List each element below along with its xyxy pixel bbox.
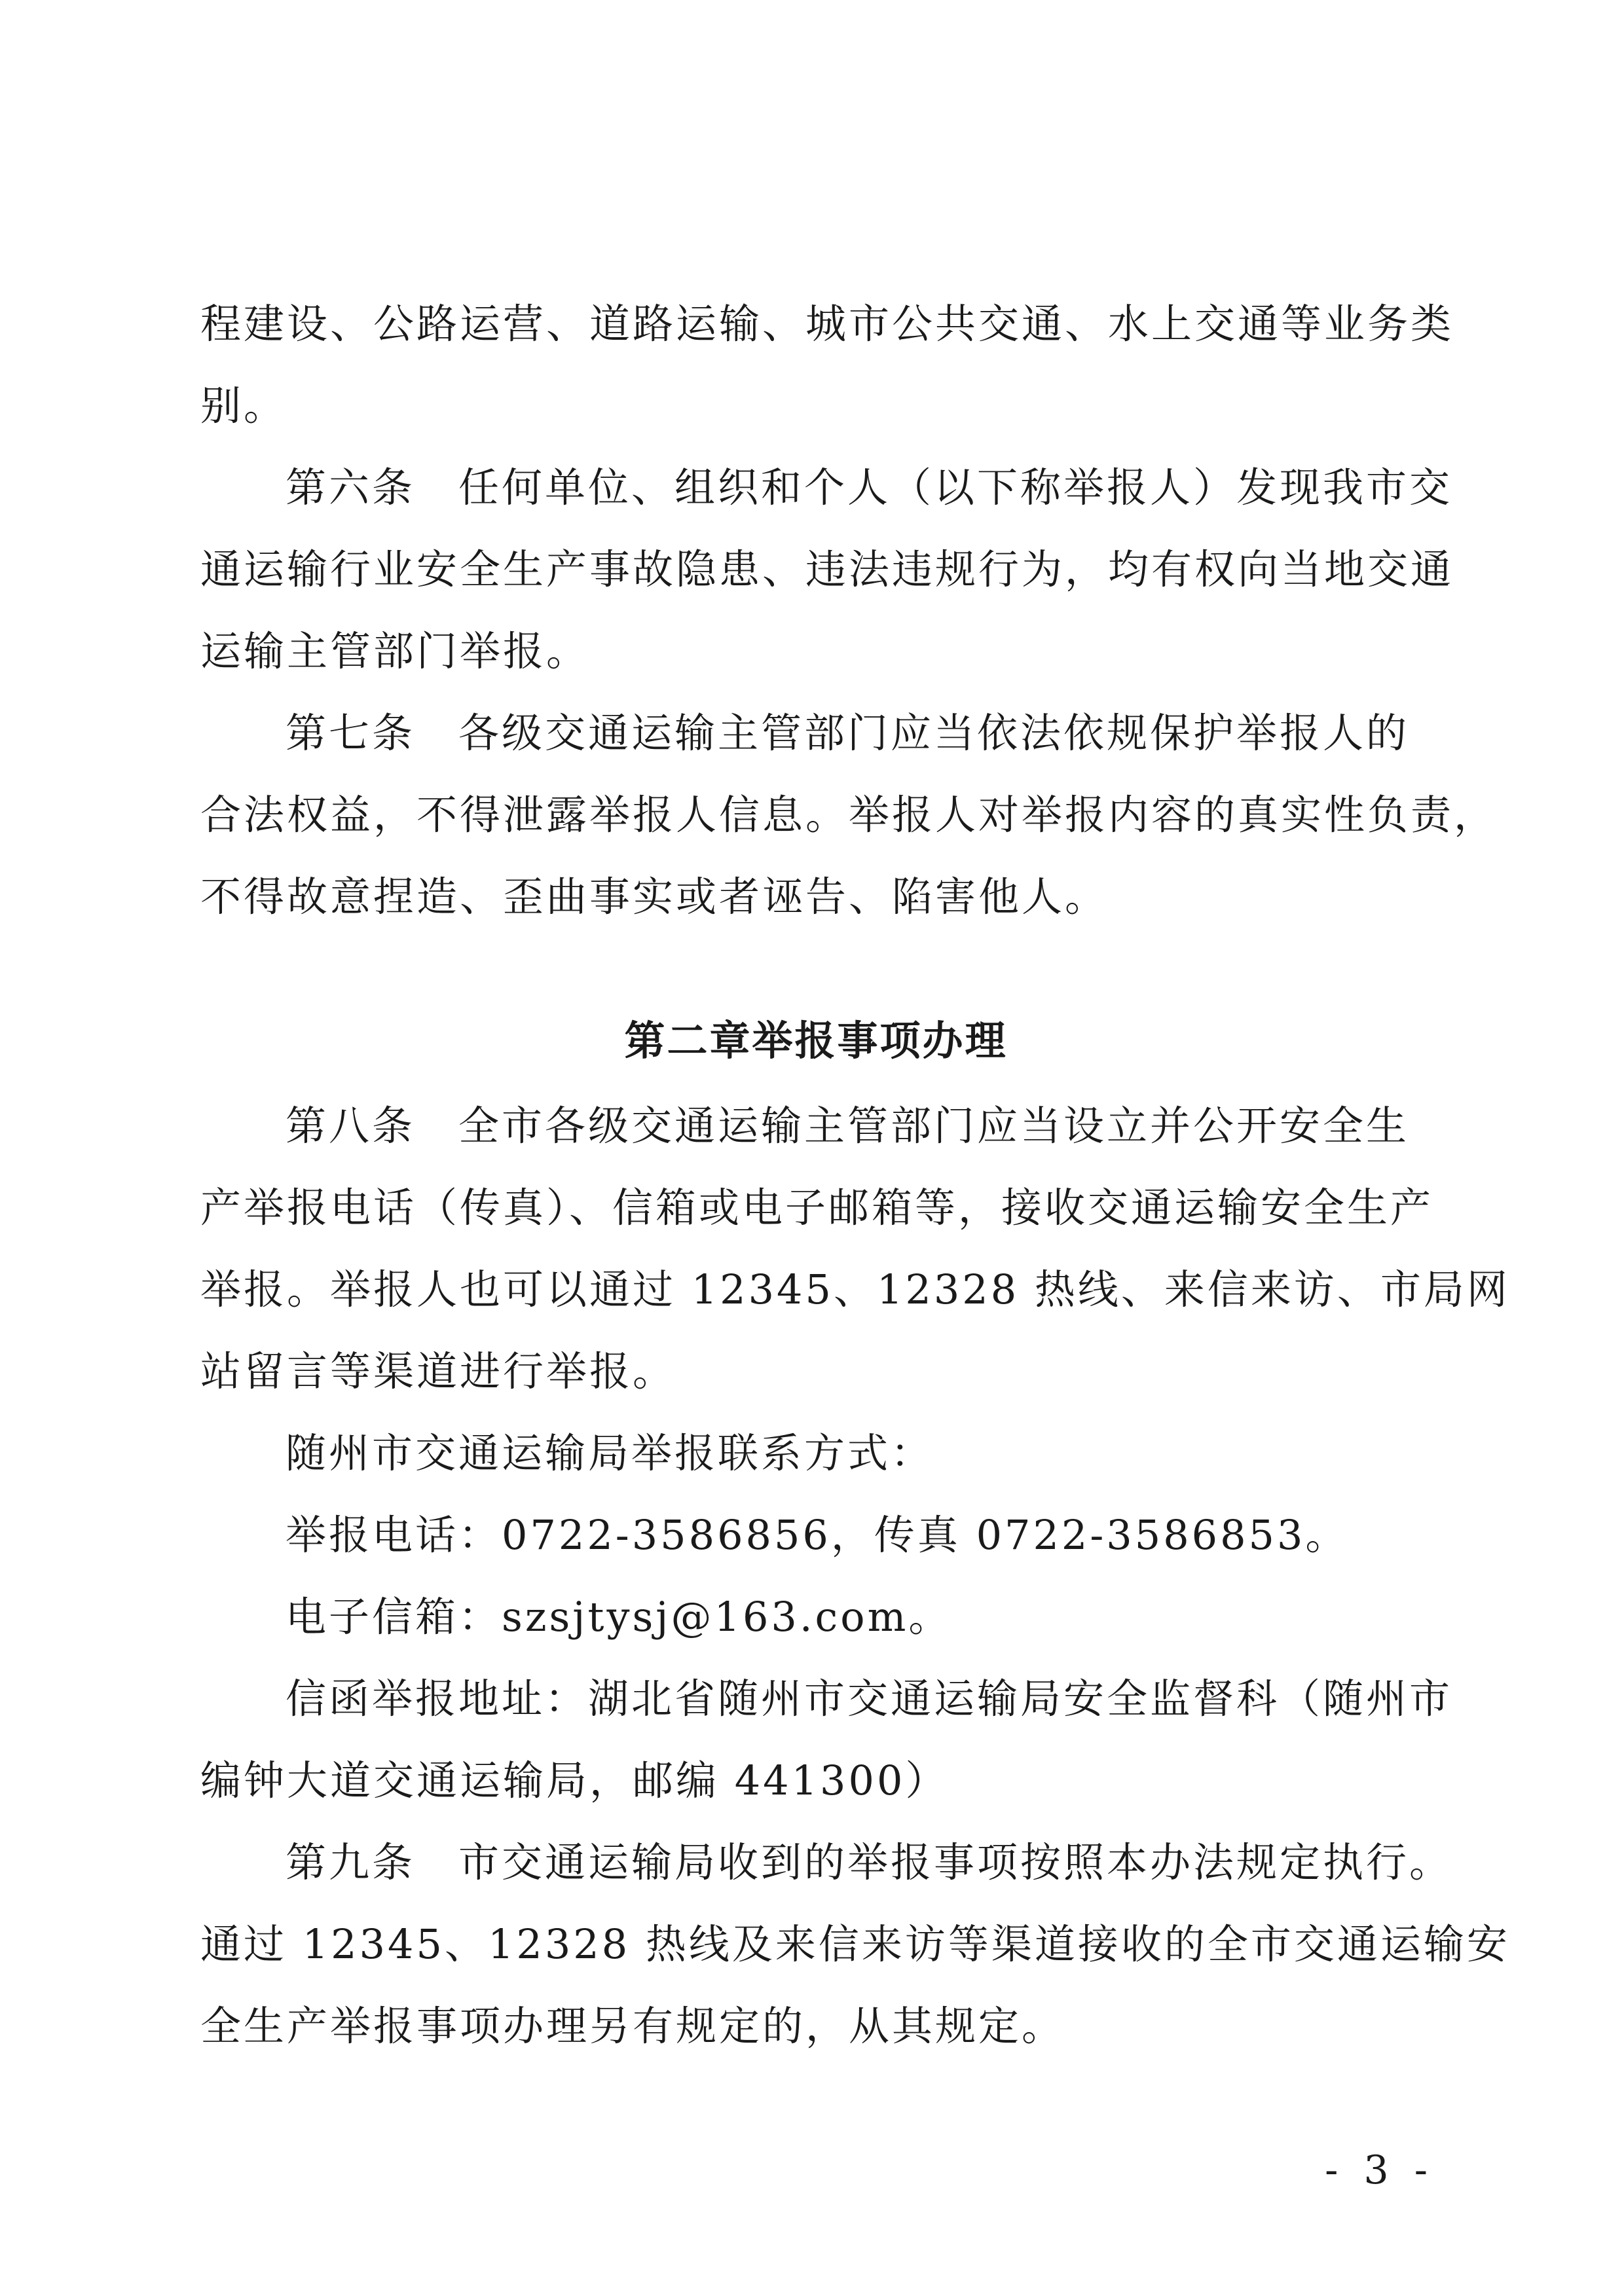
article-8-line: 第八条 全市各级交通运输主管部门应当设立并公开安全生 <box>286 1102 1410 1150</box>
text-line: 举报。举报人也可以通过 12345、12328 热线、来信来访、市局网 <box>200 1266 1510 1313</box>
text-line: 站留言等渠道进行举报。 <box>200 1347 676 1395</box>
contact-email: 电子信箱：szsjtysj@163.com。 <box>286 1593 952 1641</box>
contact-address-cont: 编钟大道交通运输局，邮编 441300） <box>200 1757 949 1804</box>
text-line: 别。 <box>200 382 287 429</box>
contact-address: 信函举报地址：湖北省随州市交通运输局安全监督科（随州市 <box>286 1675 1453 1722</box>
text-line: 产举报电话（传真）、信箱或电子邮箱等，接收交通运输安全生产 <box>200 1184 1434 1231</box>
text-line: 不得故意捏造、歪曲事实或者诬告、陷害他人。 <box>200 873 1109 920</box>
text-line: 运输主管部门举报。 <box>200 627 590 675</box>
article-6-line: 第六条 任何单位、组织和个人（以下称举报人）发现我市交 <box>286 464 1453 511</box>
article-9-line: 第九条 市交通运输局收到的举报事项按照本办法规定执行。 <box>286 1838 1453 1886</box>
chapter-heading: 第二章举报事项办理 <box>624 1017 1008 1065</box>
text-line: 通过 12345、12328 热线及来信来访等渠道接收的全市交通运输安 <box>200 1920 1510 1968</box>
page-number: - 3 - <box>1325 2147 1434 2193</box>
article-7-line: 第七条 各级交通运输主管部门应当依法依规保护举报人的 <box>286 709 1410 757</box>
contact-heading: 随州市交通运输局举报联系方式： <box>286 1429 934 1477</box>
text-line: 全生产举报事项办理另有规定的，从其规定。 <box>200 2002 1065 2050</box>
text-line: 合法权益，不得泄露举报人信息。举报人对举报内容的真实性负责， <box>200 791 1498 839</box>
text-line: 通运输行业安全生产事故隐患、违法违规行为，均有权向当地交通 <box>200 545 1454 593</box>
text-line: 程建设、公路运营、道路运输、城市公共交通、水上交通等业务类 <box>200 300 1454 348</box>
contact-phone: 举报电话：0722-3586856，传真 0722-3586853。 <box>286 1511 1349 1559</box>
